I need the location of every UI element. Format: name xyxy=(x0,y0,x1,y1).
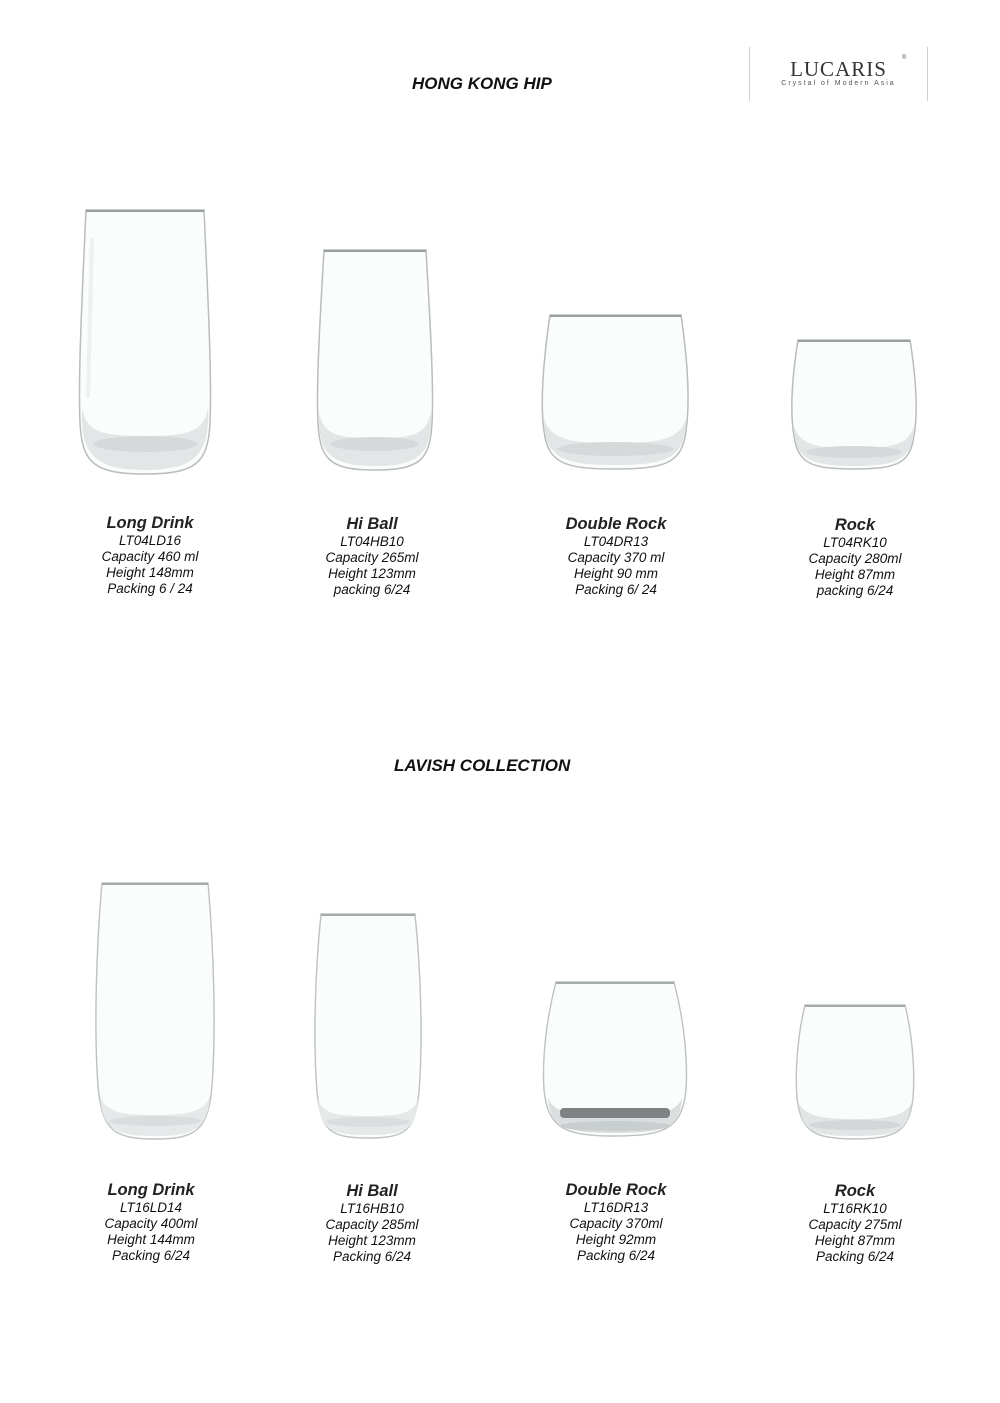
product-packing: Packing 6/24 xyxy=(111,1248,191,1263)
glass-image-double-rock-lavish xyxy=(540,980,690,1140)
product-capacity: Capacity 400ml xyxy=(104,1216,198,1231)
section-title-lavish-collection: LAVISH COLLECTION xyxy=(394,756,571,775)
product-capacity: Capacity 460 ml xyxy=(101,549,199,564)
product-card-hi-ball-lavish xyxy=(282,1181,462,1265)
product-capacity: Capacity 275ml xyxy=(808,1217,902,1232)
product-code: LT16HB10 xyxy=(340,1201,404,1216)
product-name: Long Drink xyxy=(107,1181,195,1199)
product-capacity: Capacity 370 ml xyxy=(567,550,665,565)
product-code: LT04DR13 xyxy=(583,534,649,549)
product-code: LT16DR13 xyxy=(583,1200,649,1215)
product-packing: Packing 6/ 24 xyxy=(575,582,657,597)
product-card-hi-ball-hkh xyxy=(282,514,462,598)
glass-image-hi-ball-hkh xyxy=(316,248,436,473)
section-title-hong-kong-hip: HONG KONG HIP xyxy=(412,74,552,93)
product-height: Height 87mm xyxy=(814,1233,896,1248)
logo-trademark: ® xyxy=(902,55,907,61)
product-card-long-drink-lavish xyxy=(61,1180,241,1264)
product-packing: packing 6/24 xyxy=(816,583,894,598)
product-card-long-drink-hkh xyxy=(60,513,240,597)
product-name: Long Drink xyxy=(106,514,194,532)
product-capacity: Capacity 370ml xyxy=(569,1216,663,1231)
product-code: LT04LD16 xyxy=(118,533,182,548)
product-card-double-rock-lavish xyxy=(526,1180,706,1264)
glass-image-rock-hkh xyxy=(788,338,920,473)
product-packing: Packing 6/24 xyxy=(332,1249,412,1264)
product-card-rock-hkh xyxy=(765,515,945,599)
glass-image-long-drink-lavish xyxy=(94,881,216,1143)
product-code: LT16RK10 xyxy=(823,1201,887,1216)
product-capacity: Capacity 285ml xyxy=(325,1217,419,1232)
product-name: Hi Ball xyxy=(346,1182,398,1200)
glass-image-hi-ball-lavish xyxy=(311,912,425,1142)
logo-wordmark: LUCARIS xyxy=(790,57,887,81)
product-packing: Packing 6/24 xyxy=(576,1248,656,1263)
product-name: Double Rock xyxy=(565,515,667,533)
product-height: Height 92mm xyxy=(575,1232,657,1247)
product-height: Height 87mm xyxy=(814,567,896,582)
lucaris-logo xyxy=(749,47,928,101)
product-packing: Packing 6/24 xyxy=(815,1249,895,1264)
product-height: Height 144mm xyxy=(107,1232,195,1247)
product-name: Hi Ball xyxy=(346,515,398,533)
product-card-double-rock-hkh xyxy=(526,514,706,598)
glass-image-rock-lavish xyxy=(793,1003,917,1143)
logo-tagline: Crystal of Modern Asia xyxy=(781,80,896,87)
product-capacity: Capacity 280ml xyxy=(808,551,902,566)
product-code: LT04HB10 xyxy=(340,534,404,549)
product-capacity: Capacity 265ml xyxy=(325,550,419,565)
product-card-rock-lavish xyxy=(765,1181,945,1265)
product-height: Height 123mm xyxy=(328,566,416,581)
product-code: LT04RK10 xyxy=(823,535,887,550)
product-code: LT16LD14 xyxy=(119,1200,183,1215)
glass-image-long-drink-hkh xyxy=(74,208,216,478)
glass-image-double-rock-hkh xyxy=(538,313,693,473)
product-height: Height 123mm xyxy=(328,1233,416,1248)
product-height: Height 148mm xyxy=(106,565,194,580)
product-name: Rock xyxy=(834,516,876,534)
product-packing: packing 6/24 xyxy=(333,582,411,597)
product-name: Double Rock xyxy=(565,1181,667,1199)
product-height: Height 90 mm xyxy=(573,566,659,581)
product-name: Rock xyxy=(834,1182,876,1200)
product-packing: Packing 6 / 24 xyxy=(107,581,193,596)
